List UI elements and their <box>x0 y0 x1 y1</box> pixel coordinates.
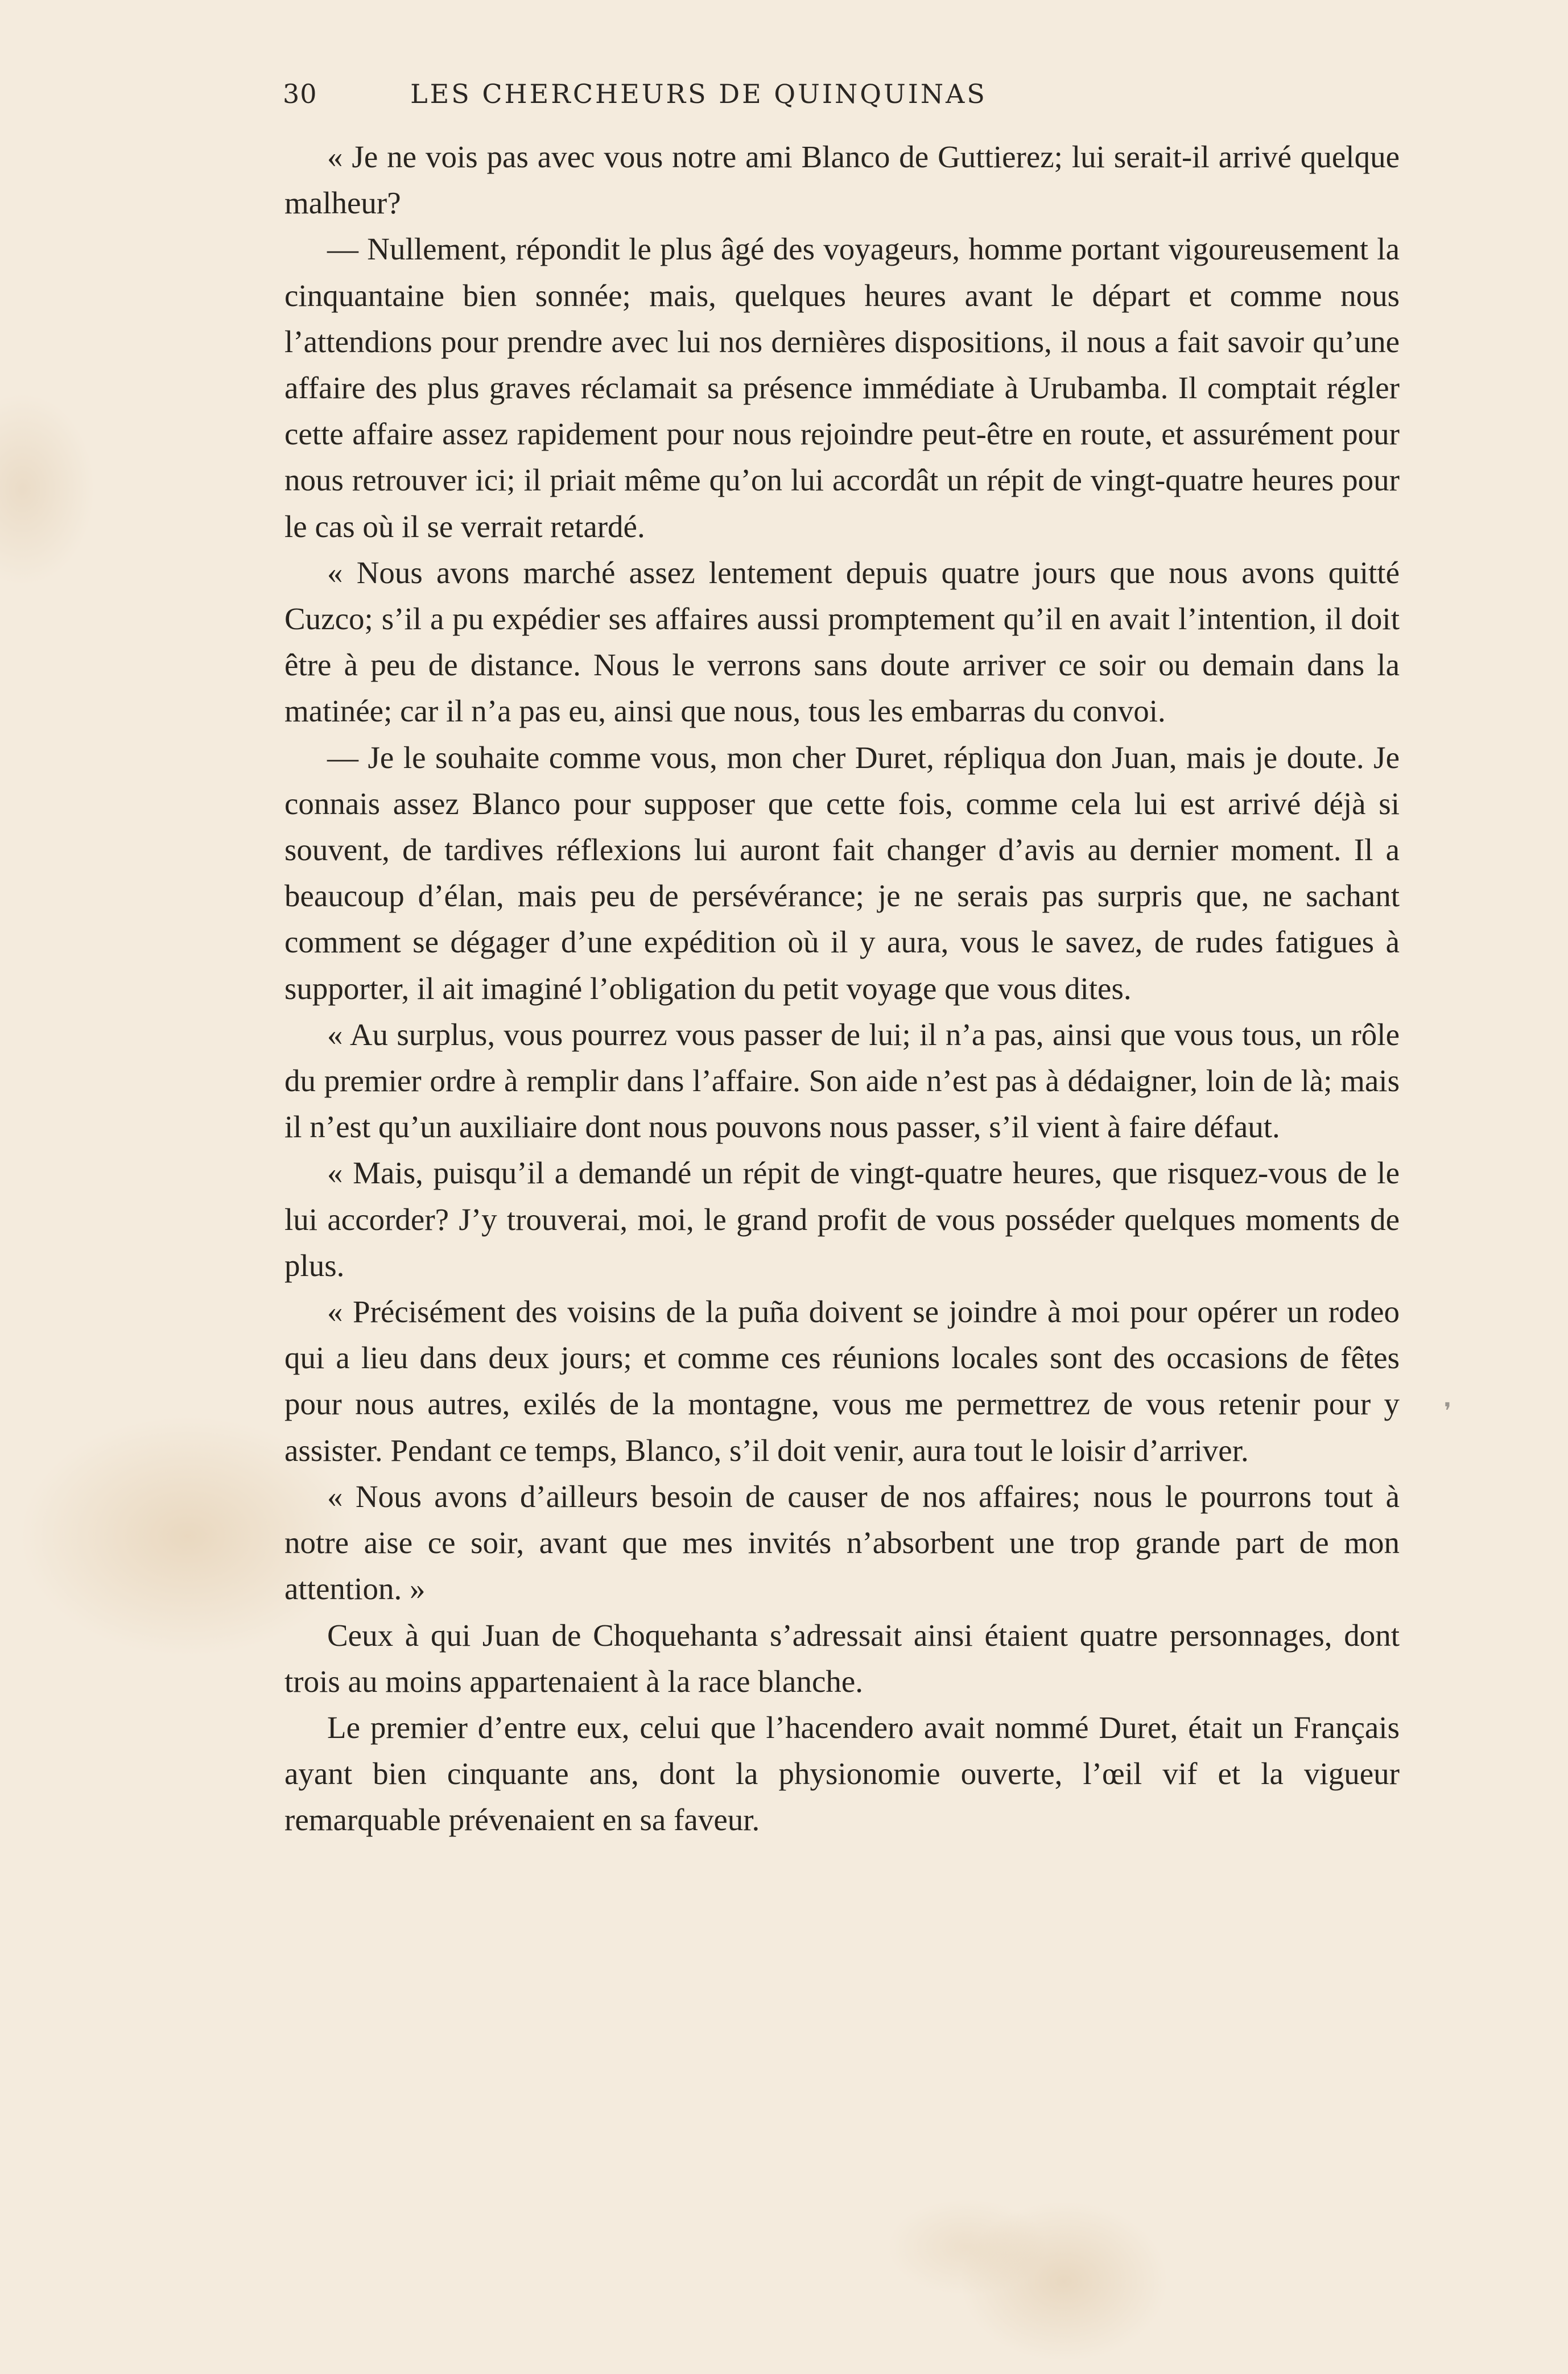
paragraph: « Mais, puisqu’il a demandé un répit de vingt-quatre heures, que risquez-vous de le lui accorder? J’y trouverai, moi, le grand profit de vous posséder quelques moments de plus. <box>284 1155 1400 1283</box>
paragraph: — Nullement, répondit le plus âgé des voyageurs, homme portant vigoureusement la cinquantaine bien sonnée; mais, quelques heures avant le départ et comme nous l’attendions pour prendre avec lui nos dernières dispositions, il nous a fait savoir qu’une affaire des plus graves réclamait sa présence immédiate à Urubamba. Il comptait régler cette affaire assez rapidement pour nous rejoindre peut-être en route, et assurément pour nous retrouver ici; il priait même qu’on lui accordât un répit de vingt-quatre heures pour le cas où il se verrait retardé. <box>284 232 1400 544</box>
paragraph: « Précisément des voisins de la puña doivent se joindre à moi pour opérer un rodeo qui a lieu dans deux jours; et comme ces réunions locales sont des occasions de fêtes pour nous autres, exilés de la montagne, vous me permettrez de vous retenir pour y assister. Pendant ce temps, Blanco, s’il doit venir, aura tout le loisir d’arriver. <box>284 1294 1400 1468</box>
paragraph: Ceux à qui Juan de Choquehanta s’adressait ainsi étaient quatre personnages, dont trois au moins appartenaient à la race blanche. <box>284 1617 1400 1699</box>
body-text <box>284 134 1400 1843</box>
paragraph: « Je ne vois pas avec vous notre ami Blanco de Guttierez; lui serait-il arrivé quelque malheur? <box>284 139 1400 221</box>
margin-mark: ❜ <box>1444 1398 1451 1425</box>
page-number: 30 <box>283 79 317 109</box>
paragraph: — Je le souhaite comme vous, mon cher Duret, répliqua don Juan, mais je doute. Je connais assez Blanco pour supposer que cette fois, comme cela lui est arrivé déjà si souvent, de tardives réflexions lui auront fait changer d’avis au dernier moment. Il a beaucoup d’élan, mais peu de persévérance; je ne serais pas surpris que, ne sachant comment se dégager d’une expédition où il y aura, vous le savez, de rudes fatigues à supporter, il ait imaginé l’obligation du petit voyage que vous dites. <box>284 740 1400 1006</box>
running-title: LES CHERCHEURS DE QUINQUINAS <box>410 79 987 109</box>
paragraph: « Nous avons d’ailleurs besoin de causer de nos affaires; nous le pourrons tout à notre aise ce soir, avant que mes invités n’absorbent une trop grande part de mon attention. » <box>284 1479 1400 1607</box>
paragraph: « Au surplus, vous pourrez vous passer de lui; il n’a pas, ainsi que vous tous, un rôle du premier ordre à remplir dans l’affaire. Son aide n’est pas à dédaigner, loin de là; mais il n’est qu’un auxiliaire dont nous pouvons nous passer, s’il vient à faire défaut. <box>284 1017 1400 1145</box>
paragraph: Le premier d’entre eux, celui que l’hacendero avait nommé Duret, était un Français ayant bien cinquante ans, dont la physionomie ouverte, l’œil vif et la vigueur remarquable prévenaient en sa faveur. <box>284 1710 1400 1838</box>
paragraph: « Nous avons marché assez lentement depuis quatre jours que nous avons quitté Cuzco; s’il a pu expédier ses affaires aussi promptement qu’il en avait l’intention, il doit être à peu de distance. Nous le verrons sans doute arriver ce soir ou demain dans la matinée; car il n’a pas eu, ainsi que nous, tous les embarras du convoi. <box>284 555 1400 729</box>
page-header <box>283 79 1115 118</box>
